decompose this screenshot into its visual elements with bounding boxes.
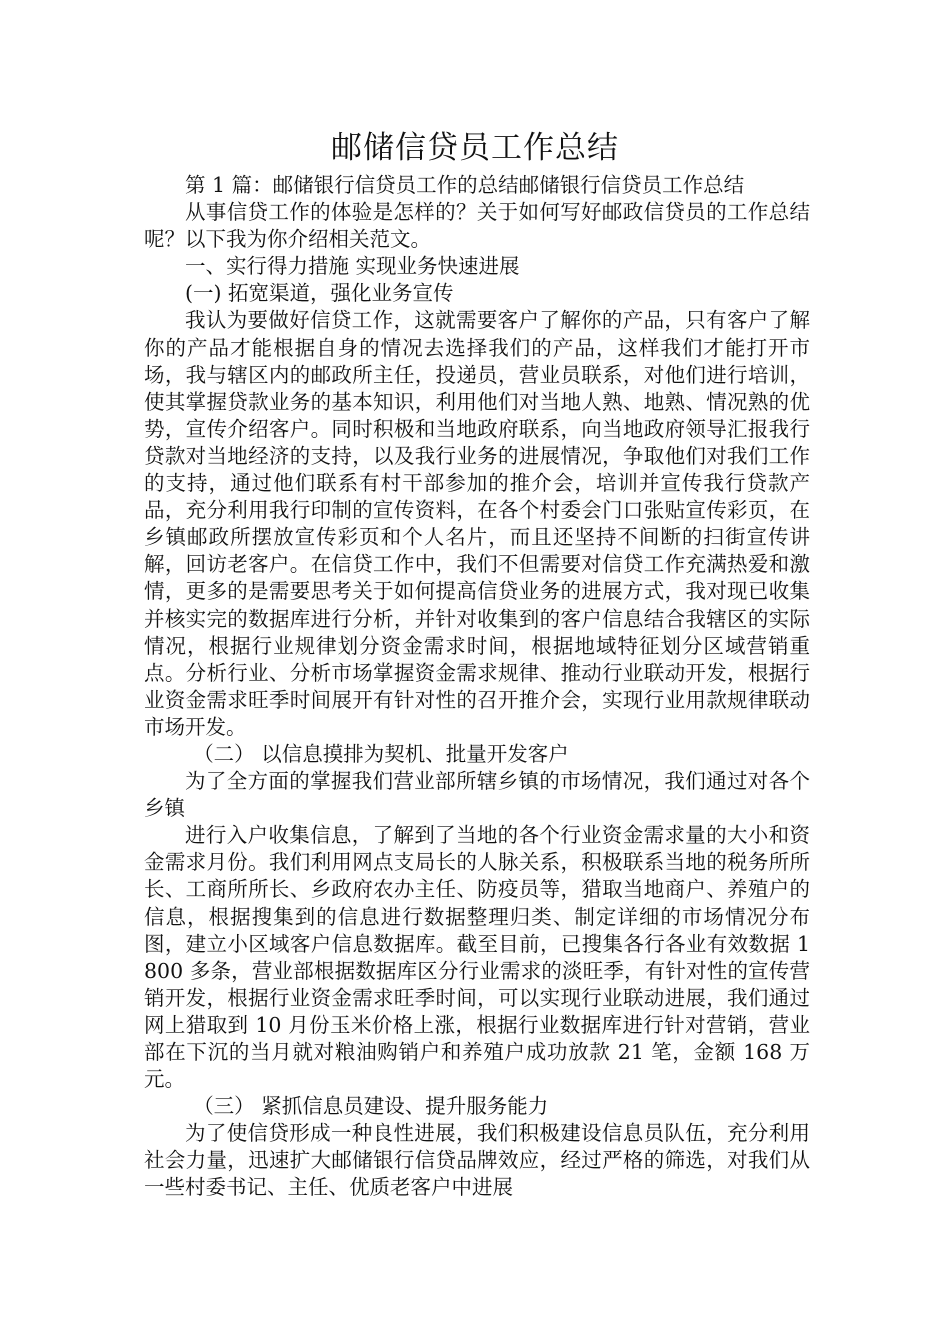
- paragraph: 进行入户收集信息，了解到了当地的各个行业资金需求量的大小和资金需求月份。我们利用网点支局长的人脉关系，积极联系当地的税务所所长、工商所所长、乡政府农办主任、防疫员等，猎取当地商户、养殖户的信息，根据搜集到的信息进行数据整理归类、制定详细的市场情况分布图，建立小区域客户信息数据库。截至目前，已搜集各行各业有效数据 1800 多条，营业部根据数据库区分行业需求的淡旺季，有针对性的宣传营销开发，根据行业资金需求旺季时间，可以实现行业联动进展，我们通过网上猎取到 10 月份玉米价格上涨，根据行业数据库进行针对营销，营业部在下沉的当月就对粮油购销户和养殖户成功放款 21 笔，金额 168 万元。: [144, 823, 810, 1092]
- section-heading: 一、实行得力措施 实现业务快速进展: [185, 254, 520, 279]
- document-body: [144, 172, 810, 1202]
- subsection-heading: (一) 拓宽渠道，强化业务宣传: [185, 281, 454, 306]
- paragraph: 为了全方面的掌握我们营业部所辖乡镇的市场情况，我们通过对各个乡镇: [144, 769, 810, 821]
- paragraph: 我认为要做好信贷工作，这就需要客户了解你的产品，只有客户了解你的产品才能根据自身的情况去选择我们的产品，这样我们才能打开市场，我与辖区内的邮政所主任，投递员，营业员联系，对他们进行培训，使其掌握贷款业务的基本知识，利用他们对当地人熟、地熟、情况熟的优势，宣传介绍客户。同时积极和当地政府联系，向当地政府领导汇报我行贷款对当地经济的支持，以及我行业务的进展情况，争取他们对我们工作的支持，通过他们联系有村干部参加的推介会，培训并宣传我行贷款产品，充分利用我行印制的宣传资料，在各个村委会门口张贴宣传彩页，在乡镇邮政所摆放宣传彩页和个人名片，而且还坚持不间断的扫街宣传讲解，回访老客户。在信贷工作中，我们不但需要对信贷工作充满热爱和激情，更多的是需要思考关于如何提高信贷业务的进展方式，我对现已收集并核实完的数据库进行分析，并针对收集到的客户信息结合我辖区的实际情况，根据行业规律划分资金需求时间，根据地域特征划分区域营销重点。分析行业、分析市场掌握资金需求规律、推动行业联动开发，根据行业资金需求旺季时间展开有针对性的召开推介会，实现行业用款规律联动市场开发。: [144, 308, 810, 739]
- document-title: 邮储信贷员工作总结: [331, 130, 619, 166]
- paragraph: 为了使信贷形成一种良性进展，我们积极建设信息员队伍，充分利用社会力量，迅速扩大邮储银行信贷品牌效应，经过严格的筛选，对我们从一些村委书记、主任、优质老客户中进展: [144, 1121, 810, 1200]
- paragraph: 第 1 篇：邮储银行信贷员工作的总结邮储银行信贷员工作总结: [185, 173, 745, 197]
- subsection-heading: （三） 紧抓信息员建设、提升服务能力: [193, 1094, 549, 1119]
- paragraph: 从事信贷工作的体验是怎样的？关于如何写好邮政信贷员的工作总结呢？以下我为你介绍相关范文。: [144, 200, 810, 252]
- subsection-heading: （二） 以信息摸排为契机、批量开发客户: [193, 741, 569, 766]
